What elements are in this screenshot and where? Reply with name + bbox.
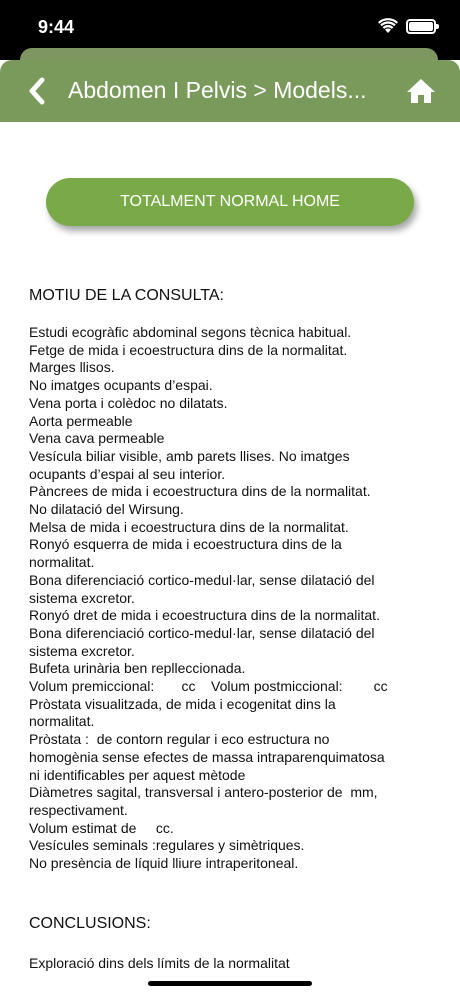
reason-heading-wrap (29, 287, 439, 305)
report-line: Bona diferenciació cortico-medul·lar, sense dilatació del (29, 571, 375, 588)
report-line: Volum premiccional: cc Volum postmiccional: cc (29, 678, 388, 695)
reason-heading: MOTIU DE LA CONSULTA: (29, 287, 224, 304)
report-line: Vesícula biliar visible, amb parets llises. No imatges (29, 447, 350, 464)
report-line: Pròstata : de contorn regular i eco estructura no (29, 731, 330, 748)
report-line: Marges llisos. (29, 359, 115, 376)
status-icons (378, 18, 436, 34)
report-line: Pròstata visualitzada, de mida i ecogenitat dins la (29, 695, 336, 712)
report-line: Vena porta i colèdoc no dilatats. (29, 394, 228, 411)
home-icon (406, 77, 436, 105)
report-body (29, 324, 439, 873)
report-line: homogènia sense efectes de massa intraparenquimatosa (29, 748, 385, 765)
chevron-left-icon (26, 77, 48, 105)
report-line: ocupants d’espai al seu interior. (29, 465, 226, 482)
report-line: ni identificables per aquest mètode (29, 766, 246, 783)
report-line: sistema excretor. (29, 589, 135, 606)
report-line: Melsa de mida i ecoestructura dins de la normalitat. (29, 518, 349, 535)
report-line: Estudi ecogràfic abdominal segons tècnica habitual. (29, 324, 352, 340)
nav-title: Abdomen I Pelvis > Models... (68, 77, 367, 103)
conclusion-wrap (29, 955, 439, 971)
report-line: No presència de líquid lliure intraperitoneal. (29, 855, 299, 872)
report-line: Diàmetres sagital, transversal i antero-posterior de mm, (29, 784, 378, 801)
report-line: Volum estimat de cc. (29, 819, 174, 836)
report-line: respectivament. (29, 801, 128, 818)
report-line: Ronyó dret de mida i ecoestructura dins de la normalitat. (29, 607, 380, 624)
conclusions-heading: CONCLUSIONS: (29, 915, 151, 932)
conclusion-text: Exploració dins dels límits de la normalitat (29, 955, 290, 971)
home-indicator (148, 981, 312, 986)
report-line: normalitat. (29, 713, 95, 730)
report-line: Vesícules seminals :regulares y simètriques. (29, 837, 305, 854)
report-line: No imatges ocupants d’espai. (29, 377, 213, 394)
report-line: Bufeta urinària ben replleccionada. (29, 660, 246, 677)
conclusions-heading-wrap (29, 915, 439, 933)
report-line: No dilatació del Wirsung. (29, 501, 184, 518)
status-time: 9:44 (38, 17, 75, 37)
home-button[interactable] (404, 74, 438, 108)
back-button[interactable] (20, 74, 54, 108)
report-line: Pàncrees de mida i ecoestructura dins de la normalitat. (29, 483, 371, 500)
report-line: sistema excretor. (29, 642, 135, 659)
report-line: Ronyó esquerra de mida i ecoestructura dins de la (29, 536, 342, 553)
totally-normal-man-button[interactable]: TOTALMENT NORMAL HOME (46, 178, 414, 226)
navigation-bar (0, 60, 460, 122)
report-line: Bona diferenciació cortico-medul·lar, sense dilatació del (29, 624, 375, 641)
battery-icon (406, 19, 436, 34)
report-line: Vena cava permeable (29, 430, 165, 447)
wifi-icon (378, 18, 398, 34)
report-line: Aorta permeable (29, 412, 133, 429)
report-line: normalitat. (29, 554, 95, 571)
report-line: Fetge de mida i ecoestructura dins de la normalitat. (29, 341, 348, 358)
